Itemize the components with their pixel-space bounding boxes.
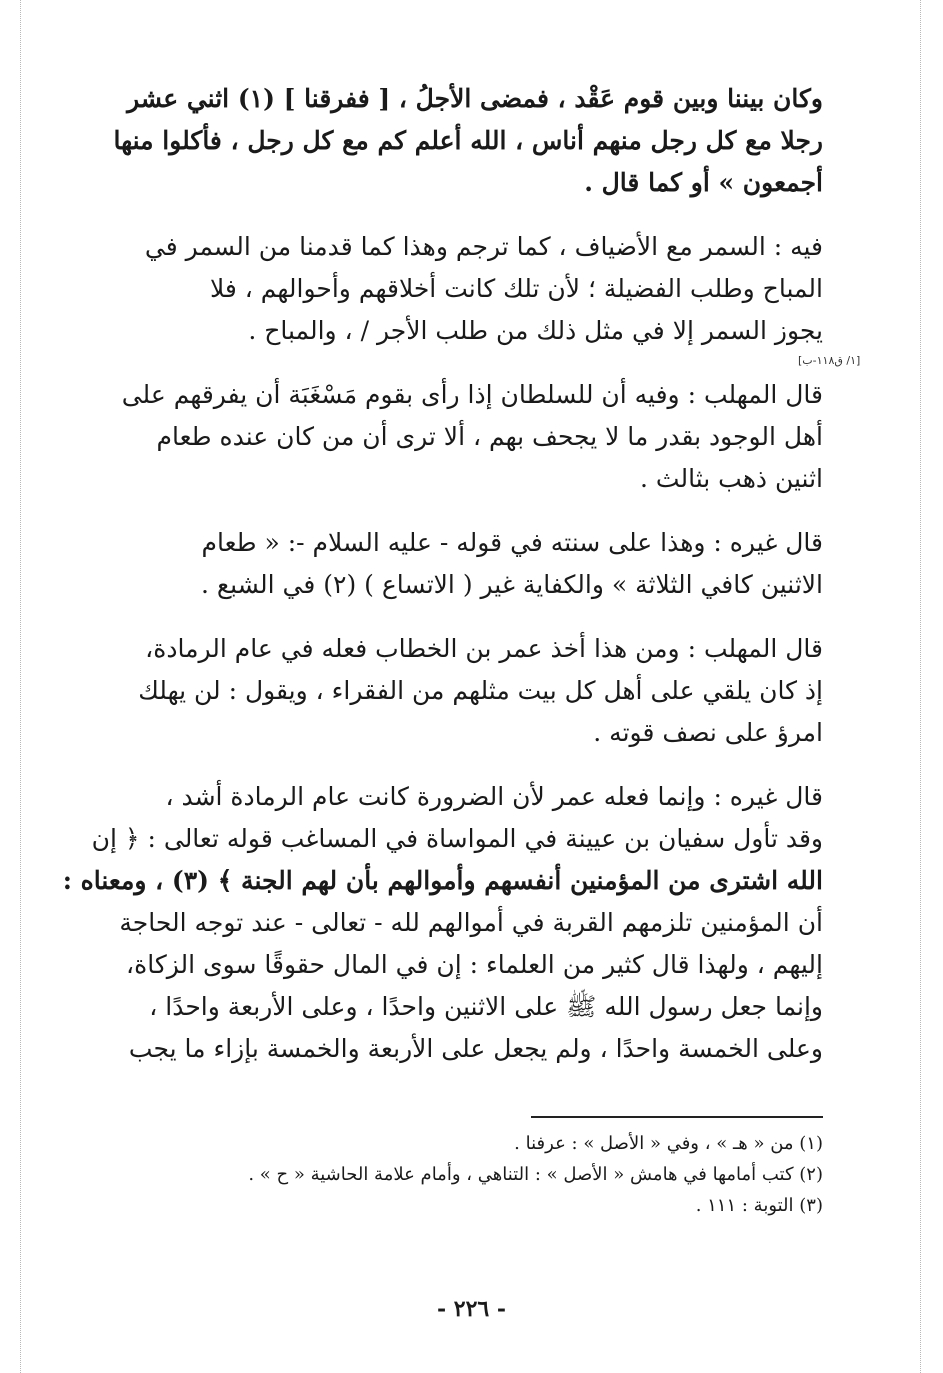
text-line: وعلى الخمسة واحدًا ، ولم يجعل على الأربعة والخمسة بإزاء ما يجب [128,1034,823,1063]
text-line: اثنين ذهب بثالث . [640,464,823,493]
main-text [62,78,823,1092]
paragraph-1 [113,78,823,204]
text-line: رجلا مع كل رجل منهم أناس ، الله أعلم كم مع كل رجل ، فأكلوا منها [113,126,823,155]
text-line: المباح وطلب الفضيلة ؛ لأن تلك كانت أخلاقهم وأحوالهم ، فلا [209,274,823,303]
paragraph-5 [123,628,823,754]
text-line: قال غيره : وهذا على سنته في قوله - عليه السلام -: « طعام [201,528,823,557]
text-line: أهل الوجود بقدر ما لا يجحف بهم ، ألا ترى أن من كان عنده طعام [156,422,823,451]
footnote-3: (٣) التوبة : ١١١ . [695,1195,823,1216]
right-scan-rule [920,0,921,1373]
footnote-2: (٢) كتب أمامها في هامش « الأصل » : التناهي ، وأمام علامة الحاشية « ح » . [248,1164,823,1185]
text-line: إليهم ، ولهذا قال كثير من العلماء : إن في المال حقوقًا سوى الزكاة، [126,950,823,979]
footnote-divider [531,1116,823,1118]
footnotes [123,1128,823,1221]
footnote-1: (١) من « هـ » ، وفي « الأصل » : عرفنا . [514,1133,823,1154]
left-scan-rule [20,0,21,1373]
text-line: قال المهلب : ومن هذا أخذ عمر بن الخطاب فعله في عام الرمادة، [145,634,823,663]
text-line: قال المهلب : وفيه أن للسلطان إذا رأى بقوم مَسْغَبَة أن يفرقهم على [121,380,823,409]
text-line: وإنما جعل رسول الله ﷺ على الاثنين واحدًا ، وعلى الأربعة واحدًا ، [149,992,823,1021]
page-number: - ٢٢٦ - [436,1296,507,1322]
text-line: قال غيره : وإنما فعله عمر لأن الضرورة كانت عام الرمادة أشد ، [165,782,823,811]
paragraph-4 [123,522,823,606]
paragraph-3 [123,374,823,500]
text-line: وكان بيننا وبين قوم عَقْد ، فمضى الأجلُ ، [ ففرقنا ] (١) اثني عشر [127,84,823,113]
text-line: أجمعون » أو كما قال . [584,168,823,197]
manuscript-folio-note: [١/ ق١١٨-ب] [798,354,861,367]
paragraph-2 [123,226,823,352]
text-line: إذ كان يلقي على أهل كل بيت مثلهم من الفقراء ، ويقول : لن يهلك [138,676,823,705]
text-line: الاثنين كافي الثلاثة » والكفاية غير ( الاتساع ) (٢) في الشبع . [200,570,823,599]
text-line: أن المؤمنين تلزمهم القربة في أموالهم لله - تعالى - عند توجه الحاجة [119,908,823,937]
text-line: فيه : السمر مع الأضياف ، كما ترجم وهذا كما قدمنا من السمر في [144,232,823,261]
paragraph-6 [62,776,823,1070]
text-line: وقد تأول سفيان بن عيينة في المواساة في المساغب قوله تعالى : ﴿ إن [91,824,823,853]
text-line: امرؤ على نصف قوته . [593,718,823,747]
text-line: يجوز السمر إلا في مثل ذلك من طلب الأجر / ، والمباح . [248,316,823,345]
quran-verse-line: الله اشترى من المؤمنين أنفسهم وأموالهم بأن لهم الجنة ﴾ (٣) ، ومعناه : [62,866,823,895]
